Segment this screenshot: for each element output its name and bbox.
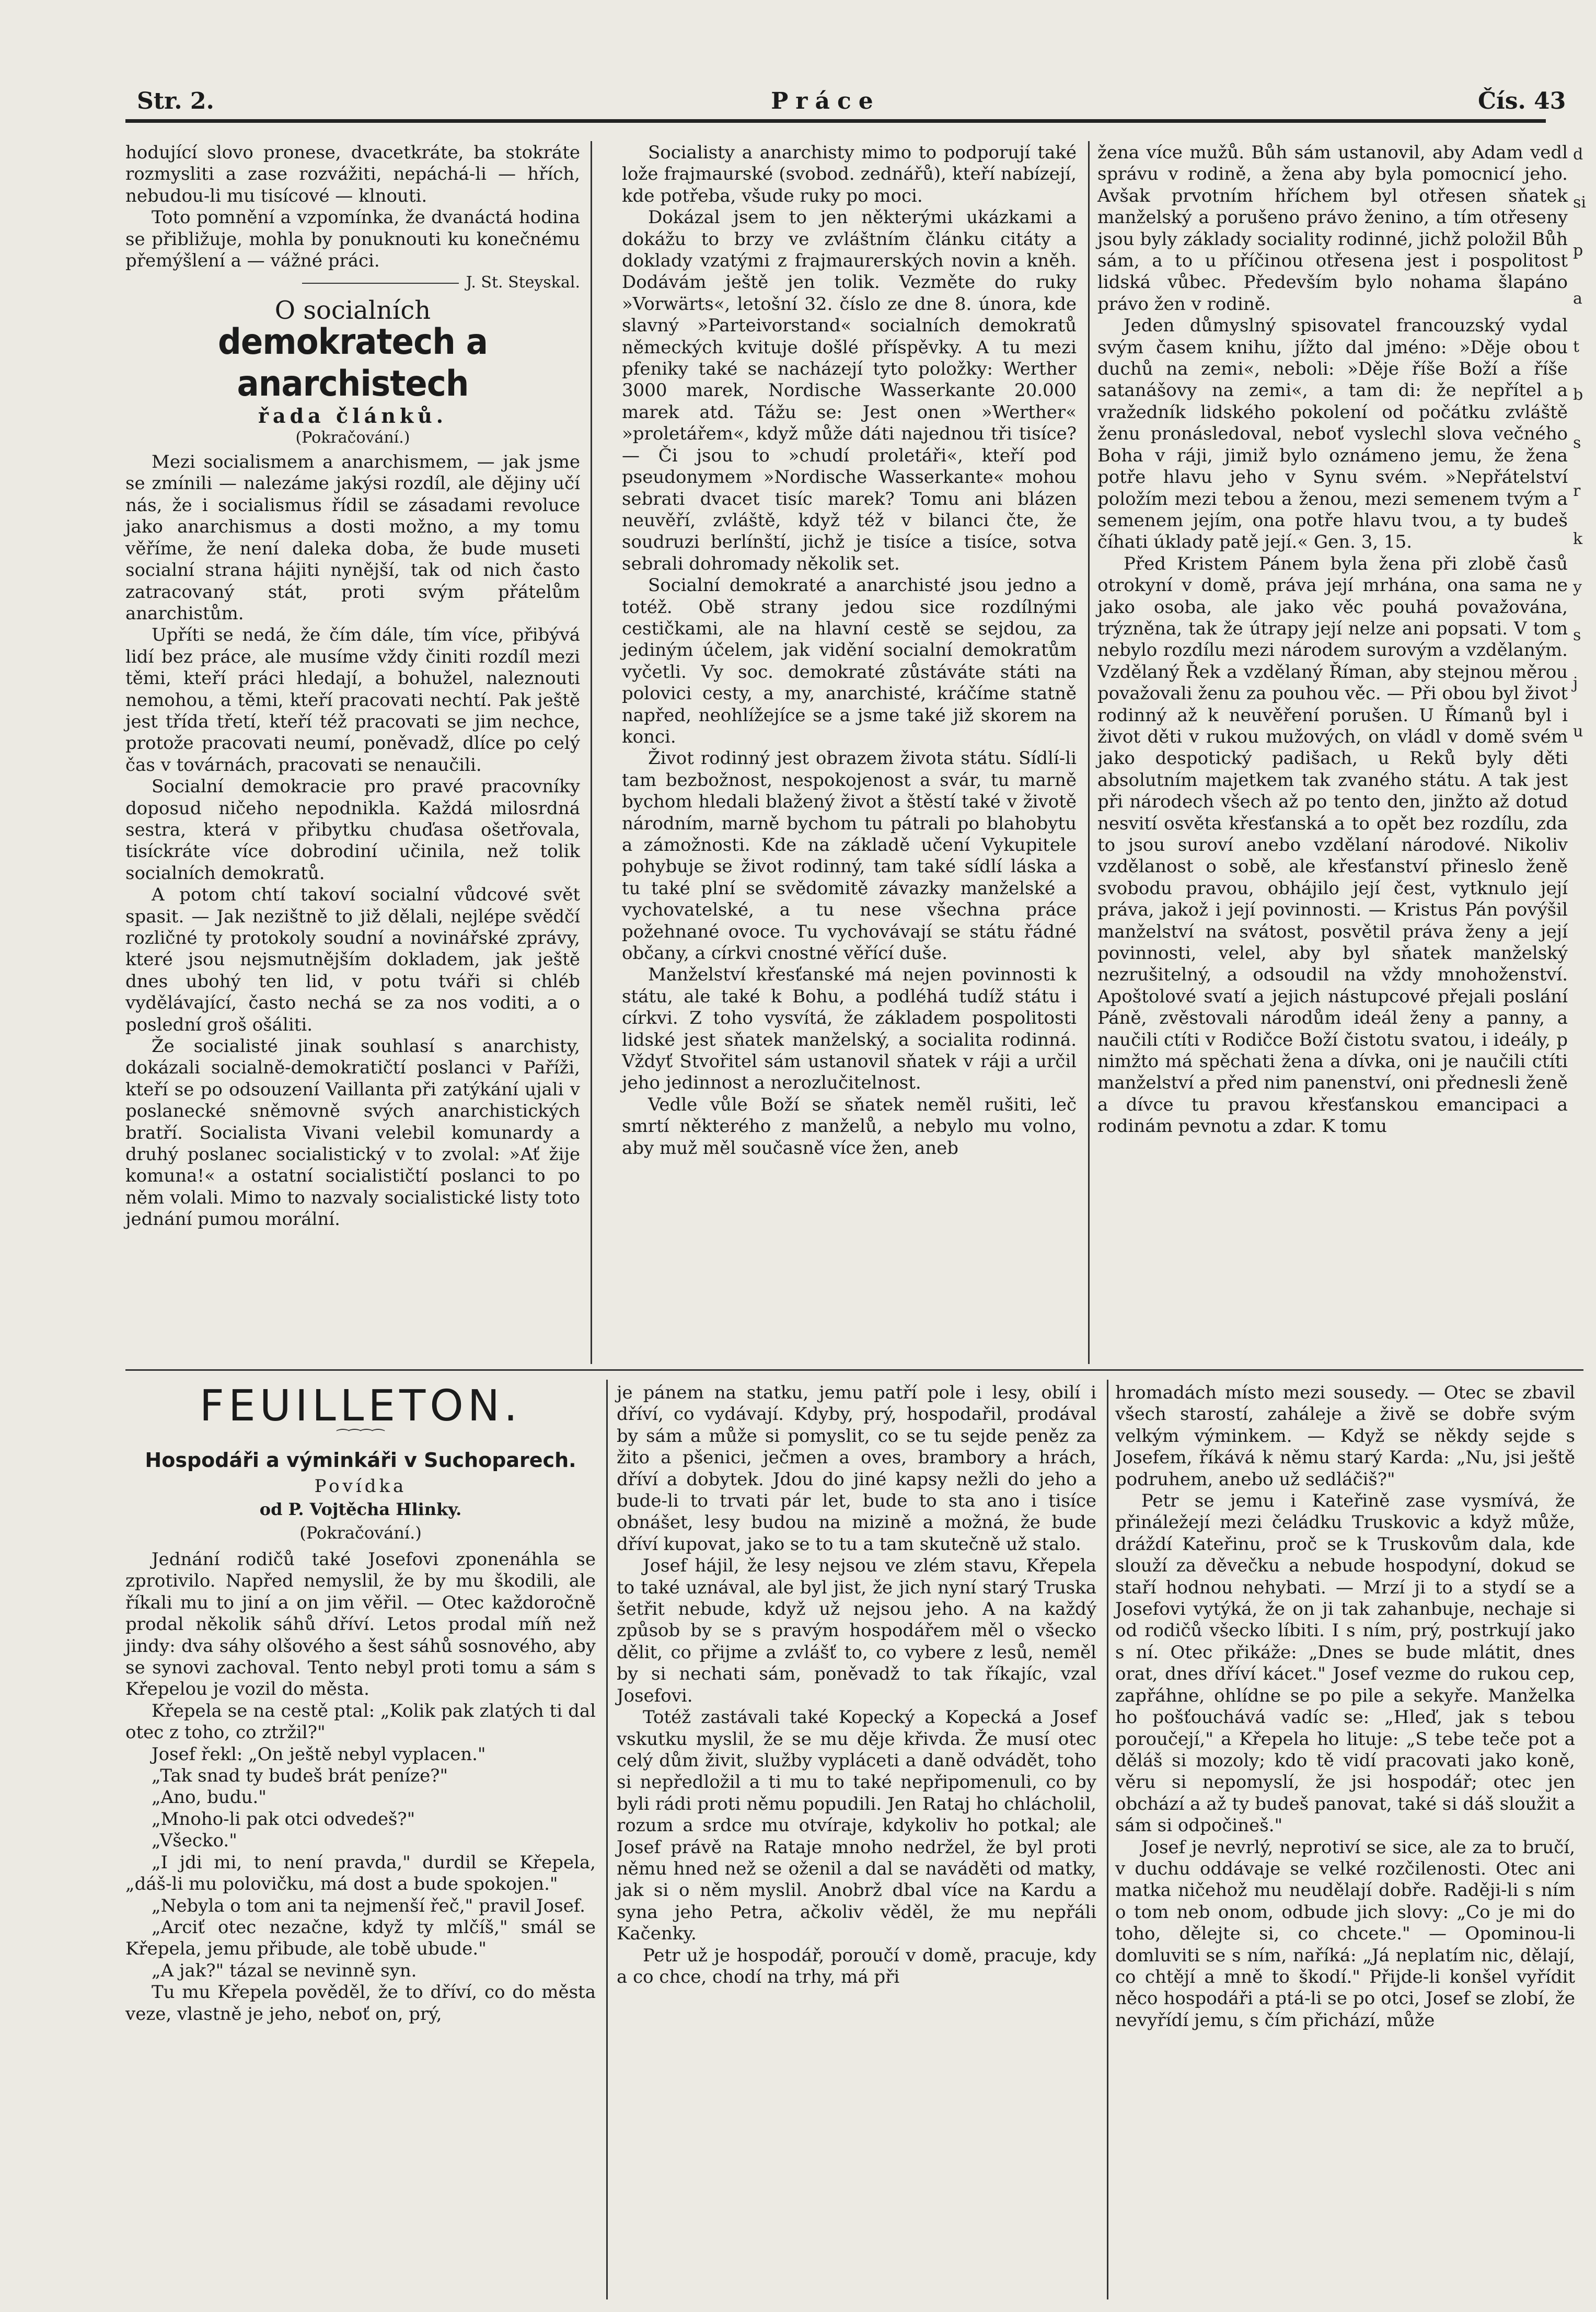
article-pre-title: O socialních xyxy=(274,295,431,325)
paragraph: Dokázal jsem to jen některými ukázkami a dokážu to brzy ve zvláštním článku citáty a doklady vzatými z frajmaurerských novin a kněh. Dodávám ještě jen tolik. Vezměte do ruky »Vorwärts«, letošní 32. číslo ze dne 8. února, kde slavný »Parteivorstand« socialních demokratů německých kvituje došlé příspěvky. A tu mezi pfeniky také se nacházejí tyto položky: Werther 3000 marek, Nordische Wasserkante 20.000 marek atd. Tážu se: Jest onen »Werther« »proletářem«, když může dáti najednou tři tisíce? — Či jsou to »chudí proletáři«, kteří pod pseudonymem »Nordische Wasserkante« mohou sebrati dvacet tisíc marek? Tomu ani blázen neuvěří, zvláště, když též v bilanci čte, že soudruzi berlínští, jichž je tisíce a tisíce, sotva sebrali dohromady několik set. xyxy=(622,207,1077,574)
header-rule xyxy=(125,119,1546,123)
edge-letter: t xyxy=(1573,338,1580,356)
adjacent-page-edge xyxy=(1573,131,1596,1333)
paragraph: je pánem na statku, jemu patří pole i lesy, obilí i dříví, co vydávají. Kdyby, prý, hospodařil, prodával by sám a může si pomyslit, co se tu sejde peněz za žito a pšenici, ječmen a oves, brambory a hrách, dříví a dobytek. Jdou do jiné kapsy nežli do jeho a bude-li to trvati pár let, bude to sta ano i tisíce obnášet, lesy budou na mizině a možná, že bude dříví kupovat, jako se to tu a tam skutečně už stalo. xyxy=(617,1382,1096,1555)
feuilleton-column-1 xyxy=(125,1380,596,2025)
paragraph: Jednání rodičů také Josefovi zponenáhla se zprotivilo. Napřed nemyslil, že by mu škodili, ale říkali mu to jiní a on jim věřil. — Otec každoročně prodal několik sáhů dříví. Letos prodal míň než jindy: dva sáhy olšového a šest sáhů sosnového, aby se synovi zachoval. Tento nebyl proti tomu a sám s Křepelou je vozil do města. xyxy=(125,1549,596,1700)
edge-letter: k xyxy=(1573,530,1583,548)
paragraph: Socialní demokraté a anarchisté jsou jedno a totéž. Obě strany jedou sice rozdílnými cestičkami, ale na hlavní cestě se sejdou, za jediným účelem, jak vidění socialní demokratům vyčetli. Vy soc. demokraté zůstáváte státi na polovici cesty, a my, anarchisté, kráčíme statně napřed, neohlížejíce se a jsme také již skorem na konci. xyxy=(622,575,1077,747)
continuation-note: (Pokračování.) xyxy=(295,428,410,447)
continuation-note: (Pokračování.) xyxy=(299,1523,422,1543)
edge-letter: u xyxy=(1573,722,1583,741)
paragraph: „A jak?" tázal se nevinně syn. xyxy=(152,1960,417,1981)
paragraph: Upříti se nedá, že čím dále, tím více, přibývá lidí bez práce, ale musíme vždy činiti rozdíl mezi těmi, kteří práci hledají, a bohužel, naleznouti nemohou, a těmi, kteří pracovati nechtí. Pak ještě jest třída třetí, kteří též pracovati se jim nechce, protože pracovati neumí, poněvadž, dlíce po celý čas v továrnách, pracovati se nenaučili. xyxy=(125,625,580,776)
feuilleton-heading: FEUILLETON. xyxy=(199,1381,522,1431)
paragraph: Josef řekl: „On ještě nebyl vyplacen." xyxy=(152,1743,486,1765)
paragraph: Jeden důmyslný spisovatel francouzský vydal svým časem knihu, jížto dal jméno: »Děje obou duchů na zemi«, neboli: »Děje říše Boží a říše satanášovy na zemi«, a tam di: že nepřítel a vražedník lidského pokolení od počátku zvláště ženu pronásledoval, neboť vyslechl slova večného Boha v ráji, jimiž bylo oznámeno jemu, že žena potře hlavu jeho v Synu svém. »Nepřátelství položím mezi tebou a ženou, mezi semenem tvým a semenem jejím, ona potře hlavu tvou, a ty budeš číhati úklady patě její.« Gen. 3, 15. xyxy=(1097,315,1568,553)
paragraph: Petr už je hospodář, poroučí v domě, pracuje, kdy a co chce, chodí na trhy, má při xyxy=(617,1945,1096,1987)
paragraph: Toto pomnění a vzpomínka, že dvanáctá hodina se přibližuje, mohla by ponuknouti ku konečnému přemýšlení a — vážné práci. xyxy=(125,207,580,272)
edge-letter: y xyxy=(1573,578,1582,596)
ornament: ⁀⁀⁀⁀ xyxy=(337,1429,384,1446)
column-rule-2 xyxy=(1088,141,1090,1364)
feuilleton-rule xyxy=(125,1369,1583,1371)
paragraph: „Arciť otec nezačne, když ty mlčíš," smál se Křepela, jemu přibude, ale tobě ubude." xyxy=(125,1916,596,1960)
page-number: Str. 2. xyxy=(137,88,214,114)
paragraph: „Nebyla o tom ani ta nejmenší řeč," pravil Josef. xyxy=(152,1895,585,1916)
paragraph: A potom chtí takoví socialní vůdcové svět spasit. — Jak nezištně to již dělali, nejlépe svědčí rozličné ty protokoly soudní a novinářské zprávy, které jsou nejsmutnějším dokladem, jak ještě dnes ubohý ten lid, v potu tváři si chléb vydělávající, často nechá se za nos voditi, a o poslední groš ošáliti. xyxy=(125,884,580,1035)
paragraph: Socialní demokracie pro pravé pracovníky doposud ničeho nepodnikla. Každá milosrdná sestra, která v přibytku chuďasa ošetřovala, tisíckráte více dobrodiní učinila, než tolik socialních demokratů. xyxy=(125,776,580,884)
paragraph: Křepela se na cestě ptal: „Kolik pak zlatých ti dal otec z toho, co ztržil?" xyxy=(125,1700,596,1743)
article-title: demokratech a anarchistech xyxy=(217,321,488,405)
column-1-top xyxy=(125,142,580,1231)
paragraph: Tu mu Křepela pověděl, že to dříví, co do města veze, vlastně je jeho, neboť on, prý, xyxy=(125,1982,596,2025)
edge-letter: si xyxy=(1573,193,1586,212)
edge-letter: d xyxy=(1573,145,1583,164)
feuilleton-column-2 xyxy=(617,1382,1096,1988)
paragraph: hromadách místo mezi sousedy. — Otec se zbavil všech starostí, zahálejе a živě se dobře svým velkým výminkem. — Když se někdy sejde s Josefem, říkává k němu starý Karda: „Nu, jsi ještě podruhem, anebo už sedláčiš?" xyxy=(1115,1382,1575,1490)
paragraph: „I jdi mi, to není pravda," durdil se Křepela, „dáš-li mu polovičku, má dost a bude spokojen." xyxy=(125,1852,596,1895)
paragraph: Totéž zastávali také Kopecký a Kopecká a Josef vskutku myslil, že se mu děje křivda. Že musí otec celý dům živit, služby vypláceti a daně odvádět, toho si nepředložil a ti mu to také nepřipomenuli, co by byli rádi proti němu popudili. Jen Rataj ho chlácholil, rozum a srdce mu otvíraje, kdykoliv ho potkal; ale Josef právě na Rataje mnoho nedržel, že byl proti němu hned než se oženil a dal se naváděti od matky, jak si o něm myslil. Anobrž dbal více na Kardu a syna jeho Petra, ačkoliv věděl, že mu nepřáli Kačenky. xyxy=(617,1707,1096,1945)
column-2-top xyxy=(622,142,1077,1159)
story-genre: Povídka xyxy=(314,1476,407,1497)
edge-letter: j xyxy=(1573,674,1578,692)
paragraph: Socialisty a anarchisty mimo to podporují také lože frajmaurské (svobod. zednářů), kteří nabízejí, kde potřeba, všude ruky po moci. xyxy=(622,142,1077,206)
column-3-top xyxy=(1097,142,1568,1138)
paragraph: Petr se jemu i Kateřině zase vysmívá, že přináležejí mezi čeládku Truskovic a když může, dráždí Kateřinu, proč se k Truskovům dala, kde slouží za děvečku a nebude hospodyní, dokud se staří hodnou nehybati. — Mrzí ji to a stydí se a Josefovi vytýká, že on ji tak zahanbuje, nechaje si od rodičů všecko líbiti. I s ním, prý, postrkují jako s ní. Otec přikáže: „Dnes se bude mlátit, dnes orat, dnes dříví kácet." Josef vezme do rukou cep, zapřáhne, ohlídne se po pile a sekyře. Manželka ho pošťouchává vadíc se: „Hleď, jak s tebou poroučejí," a Křepela ho lituje: „S tebe teče pot a děláš si mozoly; kdo tě vidí pracovati jako koně, věru si nepomyslí, že jsi hospodář; otec jen obchází a až ty budeš panovat, také si dáš sloužit a sám si odpočineš." xyxy=(1115,1490,1575,1836)
paragraph: „Všecko." xyxy=(152,1830,237,1852)
paragraph: Vedle vůle Boží se sňatek neměl rušiti, leč smrtí některého z manželů, a nebylo mu volno, aby muž měl současně více žen, aneb xyxy=(622,1094,1077,1159)
paragraph: hodující slovo pronese, dvacetkráte, ba stokráte rozmysliti a zase rozvážiti, nepáchá-li — hřích, nebudou-li mu tisícové — klnouti. xyxy=(125,142,580,206)
paragraph: „Tak snad ty budeš brát peníze?" xyxy=(152,1765,448,1787)
edge-letter: s xyxy=(1573,626,1581,644)
feuilleton-column-3 xyxy=(1115,1382,1575,2031)
paragraph: Manželství křesťanské má nejen povinnosti k státu, ale také k Bohu, a podléhá tudíž státu i církvi. Z toho vysvítá, že základem pospolitosti lidské jest sňatek manželský, a socialita rodinná. Vždyť Stvořitel sám ustanovil sňatek v ráji a určil jeho jedinnost a nerozlučitelnost. xyxy=(622,964,1077,1094)
paragraph: „Ano, budu." xyxy=(152,1787,267,1808)
signature-line xyxy=(302,283,459,284)
column-rule-4 xyxy=(1107,1380,1108,2299)
edge-letter: r xyxy=(1573,482,1581,500)
article-subtitle: řada článků. xyxy=(258,404,448,428)
column-rule-3 xyxy=(606,1380,608,2299)
edge-letter: a xyxy=(1573,290,1582,308)
paragraph: Josef hájil, že lesy nejsou ve zlém stavu, Křepela to také uznával, ale byl jist, že jich nyní starý Truska šetřit nebude, když už nejsou jeho. A na každý způsob by se s pravým hospodářem měl o všecko dělit, co přijme a zvlášť to, co vybere z lesů, neměl by si nechati sám, poněvadž to tak říkajíc, vzal Josefovi. xyxy=(617,1555,1096,1706)
paragraph: „Mnoho-li pak otci odvedeš?" xyxy=(152,1808,415,1830)
paragraph: Josef je nevrlý, neprotiví se sice, ale za to bručí, v duchu oddávaje se velké rozčilenosti. Otec ani matka ničehož mu neudělají dobře. Raději-li s ním o tom neb onom, odbude jich slovy: „Co je mi do toho, dělejte si, co chcete." — Opominou-li domluviti se s ním, naříká: „Já neplatím nic, dělají, co chtějí a mně to škodí." Přijde-li konšel vyřídit něco hospodáři a ptá-li se po otci, Josef se zlobí, že nevyřídí jemu, s čím přichází, může xyxy=(1115,1836,1575,2031)
newspaper-title: Práce xyxy=(771,88,881,114)
column-rule-1 xyxy=(591,141,592,1364)
issue-number: Čís. 43 xyxy=(1478,88,1566,114)
signature xyxy=(125,272,580,293)
edge-letter: p xyxy=(1573,241,1583,260)
story-author: od P. Vojtěcha Hlinky. xyxy=(259,1499,462,1519)
edge-letter: b xyxy=(1573,386,1583,404)
paragraph: Mezi socialismem a anarchismem, — jak jsme se zmínili — nalezáme jakýsi rozdíl, ale dějiny učí nás, že i socialismus řídil se zásadami revoluce jako anarchismus a dosti možno, a my tomu věříme, že není daleka doba, že bude museti socialní strana hájiti nynější, tak od nich často zatracovaný stát, proti svým přátelům anarchistům. xyxy=(125,452,580,624)
paragraph: žena více mužů. Bůh sám ustanovil, aby Adam vedl správu v rodině, a žena aby byla pomocnicí jeho. Avšak prvotním hříchem byl otřesen sňatek manželský a porušeno právo ženino, a tím otřeseny jsou byly základy sociality rodinné, jichž položil Bůh sám, a to u příčinou otřesena jest i pospolitost lidská vůbec. Především bylo nohama šlapáno právo žen v rodině. xyxy=(1097,142,1568,315)
paragraph: Život rodinný jest obrazem života státu. Sídlí-li tam bezbožnost, nespokojenost a svár, tu marně bychom hledali blažený život a štěstí také v životě národním, marně bychom tu pátrali po blahobytu a zámožnosti. Kde na základě učení Vykupitele pohybuje se život rodinný, tam také sídlí láska a tu také plní se svědomitě závazky manželské a vychovatelské, a tu nese všechna práce požehnané ovoce. Tu vychovávají se státu řádné občany, a církvi cnostné věřící duše. xyxy=(622,748,1077,964)
paragraph: Před Kristem Pánem byla žena při zlobě časů otrokyní v domě, práva její mrhána, ona sama ne jako osoba, ale jako věc pouhá považována, trýzněna, tak že útrapy její nelze ani popsati. V tom nebylo rozdílu mezi národem surovým a vzdělaným. Vzdělaný Řek a vzdělaný Říman, aby stejnou měrou považovali ženu za pouhou věc. — Při obou byl život rodinný až k neuvěření porušen. U Římanů byl i život děti v rukou mužových, on vládl v domě svém jako despotický padišach, u Reků byly děti absolutním majetkem tak zvaného státu. A tak jest při národech všech až po tento den, jinžto až dotud nesvití osvěta křesťanská a to opět bez rozdílu, zda to jsou suroví anebo vzdělaní národové. Nikoliv vzdělanost o sobě, ale křesťanství přineslo ženě svobodu pravou, obhájilo její čest, vytknulo její práva, jakož i její povinnosti. — Kristus Pán povýšil manželství na svátost, posvětil práva ženy a její povinnosti, velel, aby byl sňatek manželský nezrušitelný, a odsoudil na vždy mnohoženství. Apoštolové svatí a jejich nástupcové přejali poslání Páně, zvěstovali národům ideál ženy a panny, a naučili ctíti v Rodičce Boží čistotu svatou, i ideály, p nimžto má spěchati žena a dívka, oni je naučili ctíti manželství a před nim panenství, oni přednesli ženě a dívce tu pravou křesťanskou emancipaci a rodinám pevnotu a zdar. K tomu xyxy=(1097,553,1568,1137)
story-title: Hospodáři a výminkáři v Suchoparech. xyxy=(145,1449,576,1472)
paragraph: Že socialisté jinak souhlasí s anarchisty, dokázali socialně-demokratičtí poslanci v Paříži, kteří se po odsouzení Vaillanta při zatýkání ujali v poslanecké sněmovně svých anarchistických bratří. Socialista Vivani velebil komunardy a druhý poslanec socialistický v to zvolal: »Ať žije komuna!« a ostatní socialističtí poslanci to po něm volali. Mimo to nazvaly socialistické listy toto jednání pumou morální. xyxy=(125,1036,580,1230)
signature-text: J. St. Steyskal. xyxy=(466,273,580,292)
edge-letter: s xyxy=(1573,434,1581,452)
